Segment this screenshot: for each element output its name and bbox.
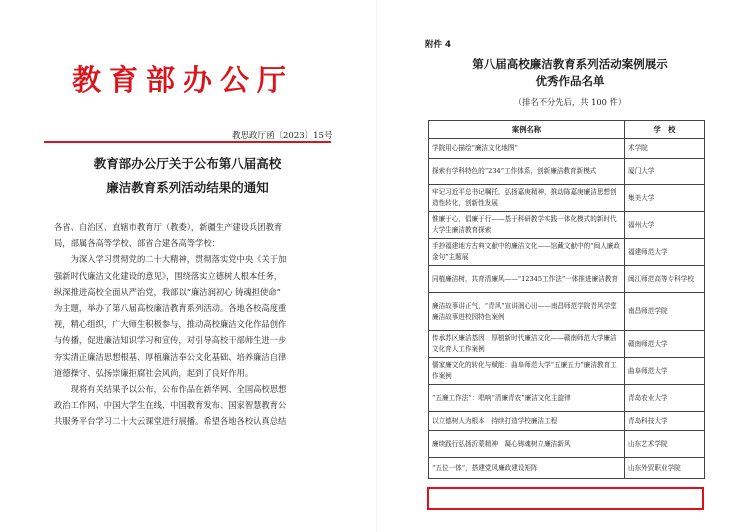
list-title-line-1: 第八届高校廉洁教育系列活动案例展示	[472, 57, 668, 71]
column-header-school: 学 校	[625, 121, 705, 139]
table-row	[429, 331, 705, 358]
case-name-cell: 儒家廉文化的转化与赋能：曲阜师范大学“五廉五力”廉洁教育工作案例	[429, 358, 625, 385]
case-name-cell: 学院用心描绘“廉洁文化地图”	[429, 139, 625, 159]
table-row	[429, 431, 705, 458]
school-cell: 山东艺术学院	[625, 431, 705, 458]
school-cell: 术学院	[625, 139, 705, 159]
body-line: 共服务平台学习二十大云课堂进行展播。希望各地各校认真总结	[54, 416, 287, 427]
attachment-label: 附件 4	[425, 40, 451, 50]
table-row	[429, 293, 705, 331]
school-cell: 南昌师范学院	[625, 293, 705, 331]
school-cell: 厦门大学	[625, 159, 705, 185]
table-row	[429, 139, 705, 159]
body-line: 各省、自治区、直辖市教育厅（教委），新疆生产建设兵团教育	[54, 222, 283, 232]
body-line: 现将有关结果予以公布，公布作品在新华网、全国高校思想	[54, 383, 287, 394]
school-cell: 山东外贸职业学院	[625, 458, 705, 479]
highlighted-row-frame	[427, 487, 704, 510]
body-line: 为主题，举办了第八届高校廉洁教育系列活动。各地各校高度重	[54, 302, 287, 313]
table-row	[429, 239, 705, 266]
table-row	[429, 212, 705, 239]
case-name-cell: 以立德树人为根本 持续打造学校廉洁工程	[429, 412, 625, 431]
table-row	[429, 185, 705, 212]
case-name-cell: “五廉工作法”：唱响“清廉青农”廉洁文化主旋律	[429, 385, 625, 412]
school-cell: 福建师范大学	[625, 239, 705, 266]
case-name-cell: 探索有学科特色的“234”工作体系，创新廉洁教育新模式	[429, 159, 625, 185]
case-name-cell: “五位一体”，搭建党风廉政建设矩阵	[429, 458, 625, 479]
school-cell: 福州大学	[625, 212, 705, 239]
body-line: 政治工作网、中国大学生在线、中国教育发布、国家智慧教育公	[54, 400, 287, 411]
body-line: 视，精心组织，广大师生积极参与，推动高校廉洁文化作品创作	[54, 319, 287, 330]
case-name-cell: 廉续践行弘扬沂蒙精神 凝心铸魂树立廉洁新风	[429, 431, 625, 458]
issuing-org-header: 教育部办公厅	[71, 63, 294, 97]
table-row	[429, 385, 705, 412]
case-name-cell: 同植廉洁树，共育清廉风——“12345工作法”一体推进廉洁教育	[429, 266, 625, 293]
body-line: 道德操守、弘扬崇廉拒腐社会风尚，起到了良好作用。	[54, 367, 254, 378]
table-row	[429, 412, 705, 431]
school-cell: 闽江师范高等专科学校	[625, 266, 705, 293]
school-cell: 赣南师范大学	[625, 331, 705, 358]
notice-title-line-1: 教育部办公厅关于公布第八届高校	[93, 156, 282, 171]
body-line: 与传播，促进廉洁知识学习和宣传，对引导高校干部师生进一步	[54, 335, 287, 346]
body-line: 局，部属各高等学校、部省合建各高等学校：	[54, 238, 220, 249]
case-name-cell: 惟廉于心，倡廉于行——基于科研教学实践一体化模式的新时代大学生廉洁教育探索	[429, 212, 625, 239]
body-line: 强新时代廉洁文化建设的意见》，围绕落实立德树人根本任务，	[54, 270, 283, 281]
winners-table	[428, 120, 705, 479]
notice-title-line-2: 廉洁教育系列活动结果的通知	[106, 180, 269, 195]
table-row	[429, 159, 705, 185]
school-cell: 青岛农业大学	[625, 385, 705, 412]
case-name-cell: 廉洁故事讲正气，“青风”宣讲润心田——南昌师范学院青风学堂廉洁故事进校园特色案例	[429, 293, 625, 331]
table-header-row	[429, 121, 705, 139]
body-line: 夯实清正廉洁思想根基、厚植廉洁奉公文化基础、培养廉洁自律	[54, 351, 287, 362]
body-line: 为深入学习贯彻党的二十大精神，贯彻落实党中央《关于加	[54, 254, 287, 265]
notice-body	[54, 219, 336, 429]
red-separator-line	[44, 141, 331, 143]
body-line: 纵深推进高校全面从严治党，我部以“廉洁润初心 铸魂担使命”	[54, 286, 281, 297]
table-row	[429, 358, 705, 385]
table-row	[429, 266, 705, 293]
list-title-line-2: 优秀作品名单	[535, 74, 605, 88]
case-name-cell: 手抄福建地方古典文献中的廉洁文化——馆藏文献中的“闽人廉政金句”主题展	[429, 239, 625, 266]
school-cell: 曲阜师范大学	[625, 358, 705, 385]
table-row	[429, 458, 705, 479]
case-name-cell: 传承苏区廉洁基因 厚植新时代廉洁文化——赣南师范大学廉洁文化育人工作案例	[429, 331, 625, 358]
document-number: 教思政厅函〔2023〕15号	[232, 131, 333, 141]
case-name-cell: 牢记习近平总书记嘱托，弘扬嘉庚精神，推动陈嘉庚廉洁思想创造性转化，创新性发展	[429, 185, 625, 212]
ranking-note: （排名不分先后，共 100 件）	[513, 97, 627, 107]
page-divider	[376, 0, 377, 532]
school-cell: 青岛科技大学	[625, 412, 705, 431]
school-cell: 集美大学	[625, 185, 705, 212]
column-header-case: 案例名称	[429, 121, 625, 139]
